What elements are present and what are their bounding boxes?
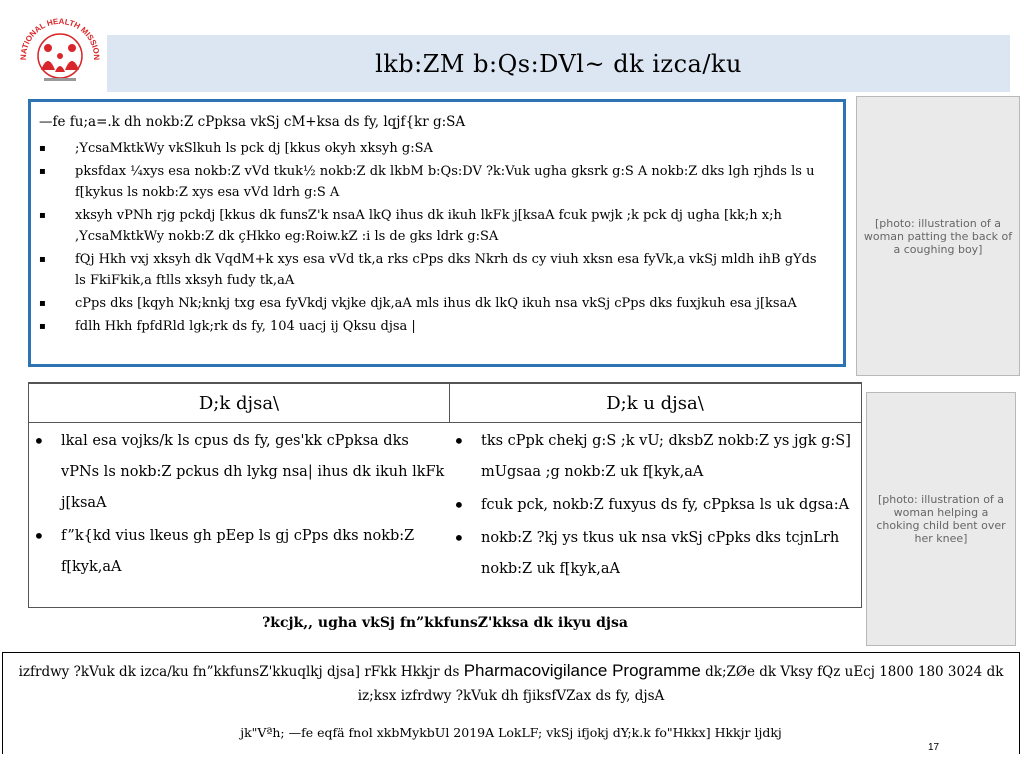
logo-subtitle-line (44, 78, 76, 81)
info-item: ▪ pksfdax ¼xys esa nokb:Z vVd tkuk½ nokb:Z dk lkbM b:Qs:DV ?k:Vuk ugha gksrk g:S A nokb:Z dks lgh rjhds ls u f[kykus ls nokb:Z xys esa vVd ldrh g:S A (39, 161, 829, 203)
logo-figure-head-3 (57, 53, 63, 59)
photo-choking-help: [photo: illustration of a woman helping a choking child bent over her knee] (866, 392, 1016, 646)
warning-text: ?kcjk,, ugha vkSj fn”kkfunsZ'kksa dk ikyu djsa (262, 615, 628, 631)
title-bar (107, 35, 1010, 92)
donts-heading: D;k u djsa\ (449, 384, 861, 423)
footer-text-after: dk;ZØe dk Vksy fQz uEcj 1800 180 3024 dk iz;ksx izfrdwy ?kVuk dh fjiksfVZax ds fy, djsA (357, 664, 1004, 704)
nhm-logo-graphic (14, 12, 106, 88)
dos-list (29, 426, 447, 585)
footer-box (2, 652, 1020, 754)
logo-figure-body-2 (65, 61, 79, 70)
dos-donts-table (28, 382, 862, 608)
photo-back-patting: [photo: illustration of a woman patting the back of a coughing boy] (856, 96, 1020, 376)
info-item: ▪ xksyh vPNh rjg pckdj [kkus dk funsZ'k nsaA lkQ ihus dk ikuh lkFk j[ksaA fcuk pwjk ;k pck dj ugha [kk;h x;h ,YcsaMktkWy nokb:Z dk çHkko eg:Roiw.kZ :i ls de gks ldrk g:SA (39, 205, 829, 247)
info-item: ▪ fQj Hkh vxj xksyh dk VqdM+k xys esa vVd tk,a rks cPps dks Nkrh ds cy viuh xksn esa fyVk,a vkSj mldh ihB gYds ls FkiFkik,a ftlls xksyh fudy tk,aA (39, 249, 829, 291)
dos-item: • f”k{kd vius lkeus gh pEep ls gj cPps dks nokb:Z f[kyk,aA (29, 521, 447, 583)
info-item: ▪ ;YcsaMktkWy vkSlkuh ls pck dj [kkus okyh xksyh g:SA (39, 138, 829, 159)
donts-item: • nokb:Z ?kj ys tkus uk nsa vkSj cPpks dks tcjnLrh nokb:Z uk f[kyk,aA (449, 523, 859, 585)
logo-figure-head-2 (68, 44, 76, 52)
donts-list (449, 426, 859, 587)
logo-figure-body-3 (55, 66, 65, 72)
logo-figure-body-1 (41, 61, 55, 70)
footer-main (3, 659, 1019, 708)
info-box (28, 99, 846, 367)
dos-item: • lkal esa vojks/k ls cpus ds fy, ges'kk cPpksa dks vPNs ls nokb:Z pckus dh lykg nsa| ihus dk ikuh lkFk j[ksaA (29, 426, 447, 519)
logo-figure-head-1 (44, 44, 52, 52)
info-item: ▪ fdlh Hkh fpfdRld lgk;rk ds fy, 104 uacj ij Qksu djsa | (39, 316, 829, 337)
info-heading: —fe fu;a=.k dh nokb:Z cPpksa vkSj cM+ksa ds fy, lqjf{kr g:SA (39, 114, 466, 130)
info-item: ▪ cPps dks [kqyh Nk;knkj txg esa fyVkdj vkjke djk,aA mls ihus dk lkQ ikuh nsa vkSj cPps dks fuxjkuh esa j[ksaA (39, 293, 829, 314)
donts-item: • fcuk pck, nokb:Z fuxyus ds fy, cPpksa ls uk dgsa:A (449, 490, 859, 521)
dos-heading: D;k djsa\ (29, 384, 450, 423)
page-number: 17 (928, 742, 940, 753)
footer-reference: jk"Vªh; —fe eqfä fnol xkbMykbUl 2019A LokLF; vkSj ifjokj dY;k.k fo"Hkkx] Hkkjr ljdkj (240, 725, 782, 740)
info-list (39, 138, 829, 337)
footer-text-before: izfrdwy ?kVuk dk izca/ku fn”kkfunsZ'kkuqlkj djsa] rFkk Hkkjr ds (18, 664, 464, 680)
nhm-logo (14, 12, 106, 88)
page-title: lkb:ZM b:Qs:DVl~ dk izca/ku (375, 49, 742, 78)
logo-arc-text: NATIONAL HEALTH MISSION (18, 16, 102, 61)
donts-item: • tks cPpk chekj g:S ;k vU; dksbZ nokb:Z ys jgk g:S] mUgsaa ;g nokb:Z uk f[kyk,aA (449, 426, 859, 488)
footer-program-name: Pharmacovigilance Programme (463, 661, 701, 680)
